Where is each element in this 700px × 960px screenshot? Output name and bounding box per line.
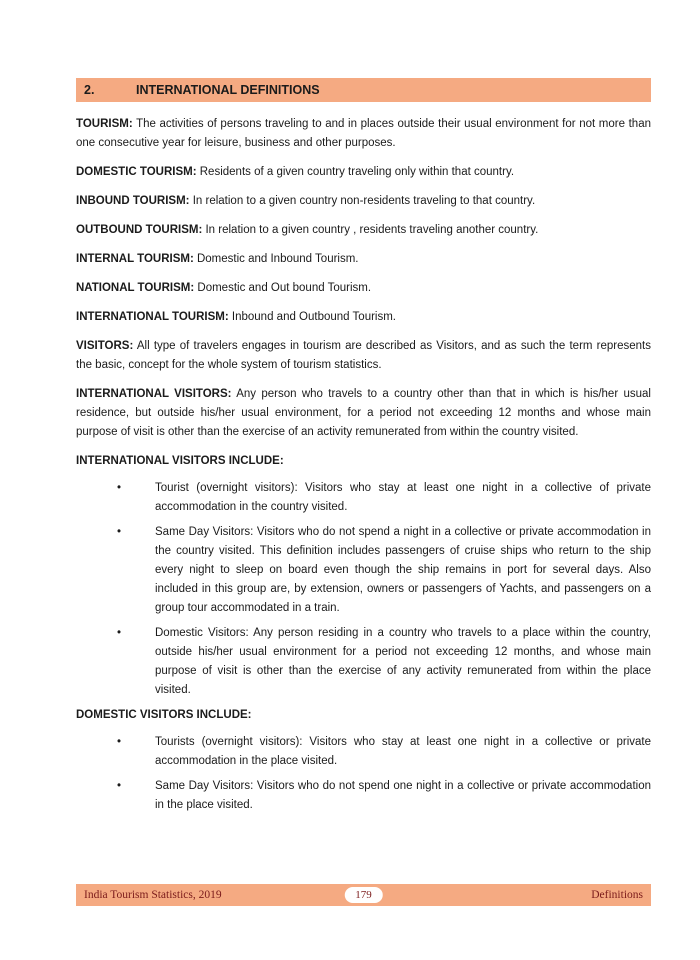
- list-item: [76, 777, 651, 815]
- section-number: 2.: [84, 83, 95, 97]
- definition-term: INTERNATIONAL TOURISM:: [76, 311, 229, 323]
- definition-text: In relation to a given country , residents traveling another country.: [205, 224, 539, 236]
- definition-paragraph: [76, 308, 651, 327]
- bullet-text: Same Day Visitors: Visitors who do not spend one night in a collective or private accommodation in the place visited.: [155, 780, 651, 811]
- definition-text: In relation to a given country non-residents traveling to that country.: [192, 195, 536, 207]
- subsection-heading-domestic-visitors: DOMESTIC VISITORS INCLUDE:: [76, 709, 252, 721]
- definition-term: INTERNAL TOURISM:: [76, 253, 194, 265]
- bullet-text: Domestic Visitors: Any person residing in a country who travels to a place within the country, outside his/her usual environment for a period not exceeding 12 months, and whose main purpose of visit is other than the exercise of any activity remunerated from within the place visited.: [155, 627, 651, 696]
- bullet-text: Tourist (overnight visitors): Visitors who stay at least one night in a collective of private accommodation in the country visited.: [155, 482, 651, 513]
- page-number-badge: 179: [344, 887, 383, 903]
- definition-text: Domestic and Out bound Tourism.: [197, 282, 372, 294]
- definition-paragraph: [76, 163, 651, 182]
- definition-paragraph: [76, 192, 651, 211]
- definition-text: Any person who travels to a country other than that in which is his/her usual residence, but outside his/her usual environment, for a period not exceeding 12 months and whose main purpose of visit is other than the exercise of an activity remunerated from within the country visited.: [76, 388, 651, 438]
- list-item: [76, 624, 651, 700]
- definition-paragraph: [76, 221, 651, 240]
- section-header: [76, 78, 651, 102]
- definition-term: NATIONAL TOURISM:: [76, 282, 195, 294]
- definition-term: OUTBOUND TOURISM:: [76, 224, 203, 236]
- footer-section: Definitions: [591, 889, 643, 901]
- bullet-list-domestic-visitors: [76, 733, 651, 815]
- bullet-icon: •: [117, 482, 122, 494]
- definition-text: Domestic and Inbound Tourism.: [196, 253, 359, 265]
- definition-term: INTERNATIONAL VISITORS:: [76, 388, 232, 400]
- definition-text: Inbound and Outbound Tourism.: [231, 311, 397, 323]
- definition-term: INBOUND TOURISM:: [76, 195, 190, 207]
- definition-text: All type of travelers engages in tourism are described as Visitors, and as such the term represents the basic, concept for the whole system of tourism statistics.: [76, 340, 651, 371]
- list-item: [76, 523, 651, 618]
- bullet-icon: •: [117, 526, 122, 538]
- definition-paragraph: [76, 250, 651, 269]
- definition-paragraph: [76, 337, 651, 375]
- bullet-icon: •: [117, 780, 122, 792]
- list-item: [76, 733, 651, 771]
- bullet-list-international-visitors: [76, 479, 651, 700]
- section-title: INTERNATIONAL DEFINITIONS: [136, 83, 320, 97]
- page-footer: [76, 884, 651, 906]
- definition-paragraph: [76, 115, 651, 153]
- bullet-text: Same Day Visitors: Visitors who do not spend a night in a collective or private accommodation in the country visited. This definition includes passengers of cruise ships who return to the ship every night to sleep on board even though the ship remains in port for several days. Also included in this group are, by extension, owners or passengers of Yachts, and passengers on a group tour accommodated in a train.: [155, 526, 651, 614]
- definition-term: DOMESTIC TOURISM:: [76, 166, 197, 178]
- definition-paragraph: [76, 279, 651, 298]
- bullet-icon: •: [117, 627, 122, 639]
- definition-text: The activities of persons traveling to and in places outside their usual environment for not more than one consecutive year for leisure, business and other purposes.: [76, 118, 651, 149]
- definition-text: Residents of a given country traveling only within that country.: [199, 166, 515, 178]
- bullet-icon: •: [117, 736, 122, 748]
- definition-term: VISITORS:: [76, 340, 134, 352]
- page-content: [76, 78, 651, 821]
- definition-paragraph: [76, 385, 651, 442]
- bullet-text: Tourists (overnight visitors): Visitors who stay at least one night in a collective or private accommodation in the place visited.: [155, 736, 651, 767]
- definition-term: TOURISM:: [76, 118, 133, 130]
- footer-source: India Tourism Statistics, 2019: [84, 889, 222, 901]
- list-item: [76, 479, 651, 517]
- subsection-heading-international-visitors: INTERNATIONAL VISITORS INCLUDE:: [76, 455, 284, 467]
